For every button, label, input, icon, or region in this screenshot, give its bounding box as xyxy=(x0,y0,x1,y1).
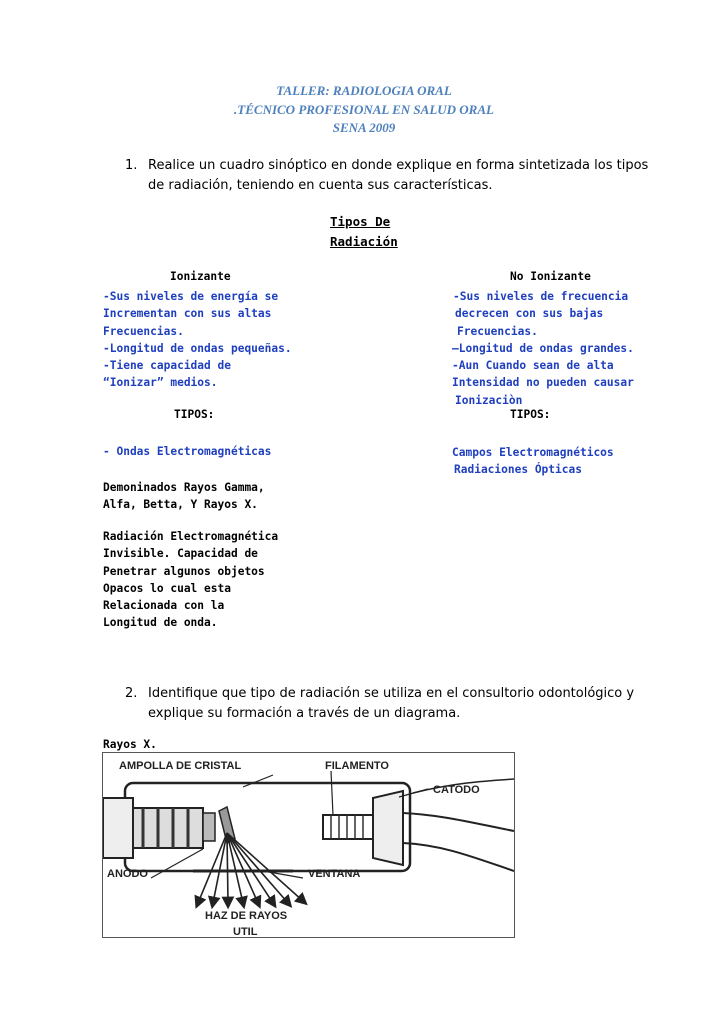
no-ionizante-line: -Sus niveles de frecuencia xyxy=(453,290,629,303)
header-line-2: .TÉCNICO PROFESIONAL EN SALUD ORAL xyxy=(234,102,494,117)
ionizante-line: Frecuencias. xyxy=(103,324,184,338)
cathode-cable xyxy=(403,813,514,831)
header-line-1: TALLER: RADIOLOGIA ORAL xyxy=(276,83,452,98)
rayos-x-label: Rayos X. xyxy=(103,738,157,751)
no-ionizante-line: Frecuencias. xyxy=(457,324,538,338)
ionizante-block-2 xyxy=(103,528,278,632)
xray-tube-diagram xyxy=(102,752,515,938)
ionizante-type: - Ondas Electromagnéticas xyxy=(103,445,272,458)
ionizante-characteristics xyxy=(103,288,292,392)
label-haz: HAZ DE RAYOS xyxy=(205,910,288,922)
question-2-line-1: Identifique que tipo de radiación se utiliza en el consultorio odontológico y xyxy=(148,686,635,701)
ionizante-line: “Ionizar” medios. xyxy=(103,376,218,390)
no-ionizante-line: decrecen con sus bajas xyxy=(455,307,604,321)
no-ionizante-types xyxy=(452,444,614,479)
center-title-line-2: Radiación xyxy=(330,234,398,249)
label-filamento: FILAMENTO xyxy=(325,760,389,772)
no-ionizante-type: Campos Electromagnéticos xyxy=(452,446,614,459)
no-ionizante-type: Radiaciones Ópticas xyxy=(454,463,582,477)
no-ionizante-line: –Longitud de ondas grandes. xyxy=(452,341,634,355)
anode-housing xyxy=(103,798,133,858)
question-1-line-1: Realice un cuadro sinóptico en donde explique en forma sintetizada los tipos xyxy=(148,158,649,173)
label-anodo: ANODO xyxy=(107,868,148,880)
ionizante-block2-line: Relacionada con la xyxy=(103,599,225,613)
question-1-number: 1. xyxy=(125,158,138,173)
question-2-line-2: explique su formación a través de un diagrama. xyxy=(148,706,461,721)
question-1-line-2: de radiación, teniendo en cuenta sus características. xyxy=(148,178,493,193)
label-ampolla: AMPOLLA DE CRISTAL xyxy=(119,760,242,772)
label-util: UTIL xyxy=(233,926,258,937)
center-title-line-1: Tipos De xyxy=(330,214,391,229)
ionizante-line: -Sus niveles de energía se xyxy=(103,290,279,303)
ionizante-block2-line: Radiación Electromagnética xyxy=(103,530,279,543)
question-2-number: 2. xyxy=(125,686,138,701)
ionizante-block-1 xyxy=(103,479,265,514)
ionizante-tipos-label: TIPOS: xyxy=(174,408,215,421)
header-line-3: SENA 2009 xyxy=(332,120,396,135)
no-ionizante-title: No Ionizante xyxy=(510,270,591,283)
label-ventana: VENTANA xyxy=(308,868,361,880)
no-ionizante-line: Intensidad no pueden causar xyxy=(452,376,634,390)
xray-tube-drawing xyxy=(103,753,514,937)
ionizante-block2-line: Opacos lo cual esta xyxy=(103,581,231,595)
xray-beam xyxy=(198,833,303,903)
ionizante-block1-line: Demoninados Rayos Gamma, xyxy=(103,481,265,494)
label-catodo: CATODO xyxy=(433,784,480,796)
no-ionizante-line: -Aun Cuando sean de alta xyxy=(452,359,614,373)
ionizante-block2-line: Invisible. Capacidad de xyxy=(103,547,258,561)
ionizante-line: -Tiene capacidad de xyxy=(103,359,231,373)
ionizante-block1-line: Alfa, Betta, Y Rayos X. xyxy=(103,498,258,512)
no-ionizante-tipos-label: TIPOS: xyxy=(510,408,551,421)
no-ionizante-characteristics xyxy=(452,288,634,409)
no-ionizante-line: Ionizaciòn xyxy=(455,393,523,407)
ionizante-line: -Longitud de ondas pequeñas. xyxy=(103,341,292,355)
ionizante-line: Incrementan con sus altas xyxy=(103,307,272,321)
cathode-cup xyxy=(373,791,403,865)
ionizante-title: Ionizante xyxy=(170,270,231,283)
ionizante-block2-line: Penetrar algunos objetos xyxy=(103,564,265,578)
ionizante-block2-line: Longitud de onda. xyxy=(103,616,218,630)
